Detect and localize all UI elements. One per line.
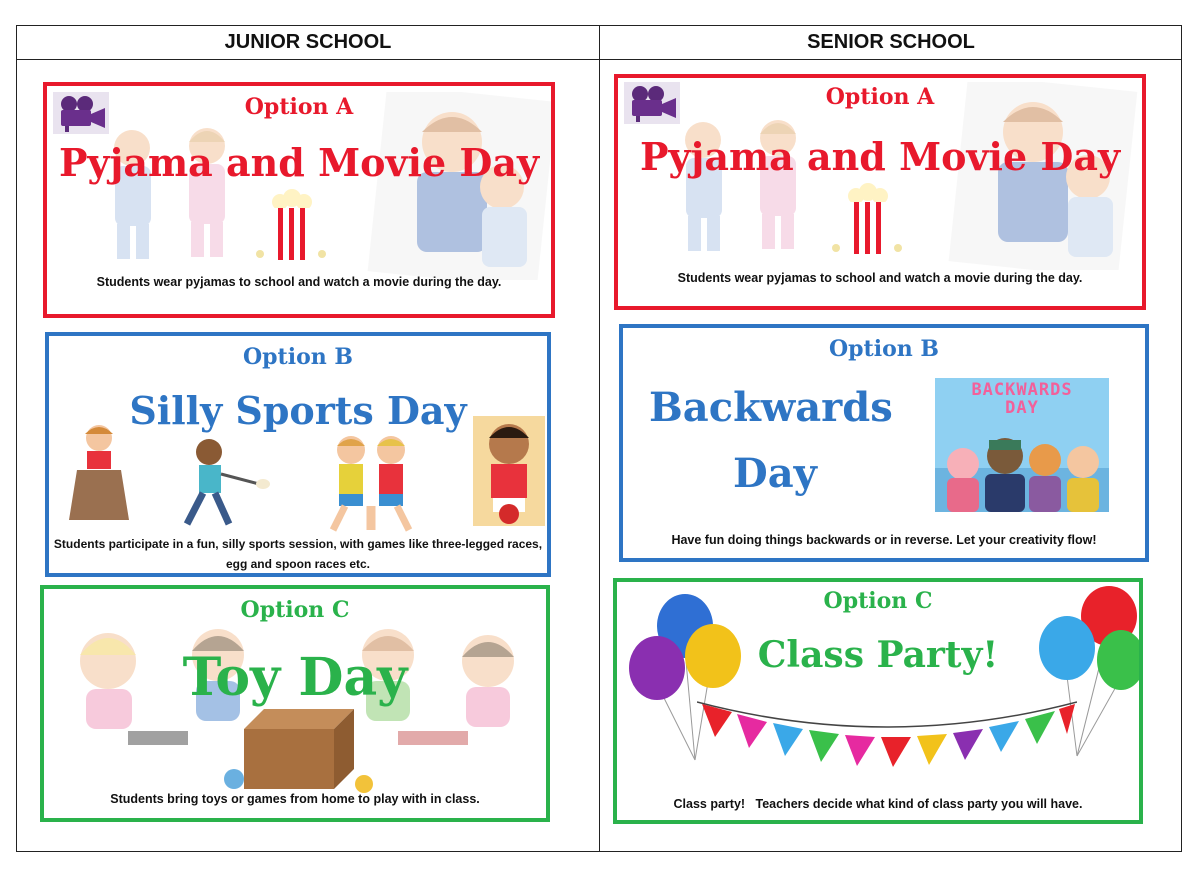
option-title: Class Party!	[757, 634, 999, 676]
junior-option-a-card	[43, 82, 555, 318]
senior-school-header: SENIOR SCHOOL	[807, 31, 975, 53]
option-title-line-1: Backwards	[649, 384, 893, 431]
bunting-image	[697, 692, 1077, 782]
option-description-line-1: Students participate in a fun, silly sports session, with games like three-legged races,	[53, 537, 543, 551]
option-title: Pyjama and Movie Day	[58, 140, 540, 185]
pyjama-girls-image	[87, 116, 267, 266]
option-description: Class party! Teachers decide what kind of class party you will have.	[673, 797, 1083, 811]
column-divider	[599, 26, 600, 851]
header-divider	[17, 59, 1181, 60]
sack-race-kid-image	[59, 420, 139, 525]
pyjama-girls-image	[658, 108, 838, 258]
senior-option-a-card	[614, 74, 1146, 310]
option-description-line-2: egg and spoon races etc.	[225, 557, 371, 571]
backwards-day-sign: BACKWARDS DAY	[971, 380, 1073, 418]
option-label: Option C	[240, 597, 350, 623]
three-legged-race-image	[311, 432, 431, 532]
option-label: Option B	[829, 336, 939, 362]
option-label: Option B	[243, 344, 353, 370]
option-title: Toy Day	[182, 647, 408, 708]
toy-box-image	[224, 699, 374, 799]
option-title-line-2: Day	[733, 450, 817, 497]
option-title: Silly Sports Day	[129, 388, 467, 433]
junior-school-header: JUNIOR SCHOOL	[224, 31, 392, 53]
senior-option-b-card	[619, 324, 1149, 562]
senior-option-c-card	[613, 578, 1143, 824]
option-description: Have fun doing things backwards or in reverse. Let your creativity flow!	[671, 533, 1097, 547]
popcorn-icon	[252, 184, 332, 264]
option-label: Option A	[825, 84, 935, 110]
option-description: Students wear pyjamas to school and watch a movie during the day.	[96, 275, 502, 289]
pyjama-kids-image	[357, 92, 555, 280]
spoon-race-kid-image	[169, 436, 279, 531]
option-label: Option A	[244, 94, 354, 120]
popcorn-icon	[828, 178, 908, 258]
junior-option-b-card	[45, 332, 551, 577]
option-label: Option C	[823, 588, 933, 614]
option-title: Pyjama and Movie Day	[639, 134, 1121, 179]
option-description: Students bring toys or games from home to play with in class.	[110, 792, 480, 806]
option-description: Students wear pyjamas to school and watch a movie during the day.	[677, 271, 1083, 285]
junior-option-c-card	[40, 585, 550, 822]
